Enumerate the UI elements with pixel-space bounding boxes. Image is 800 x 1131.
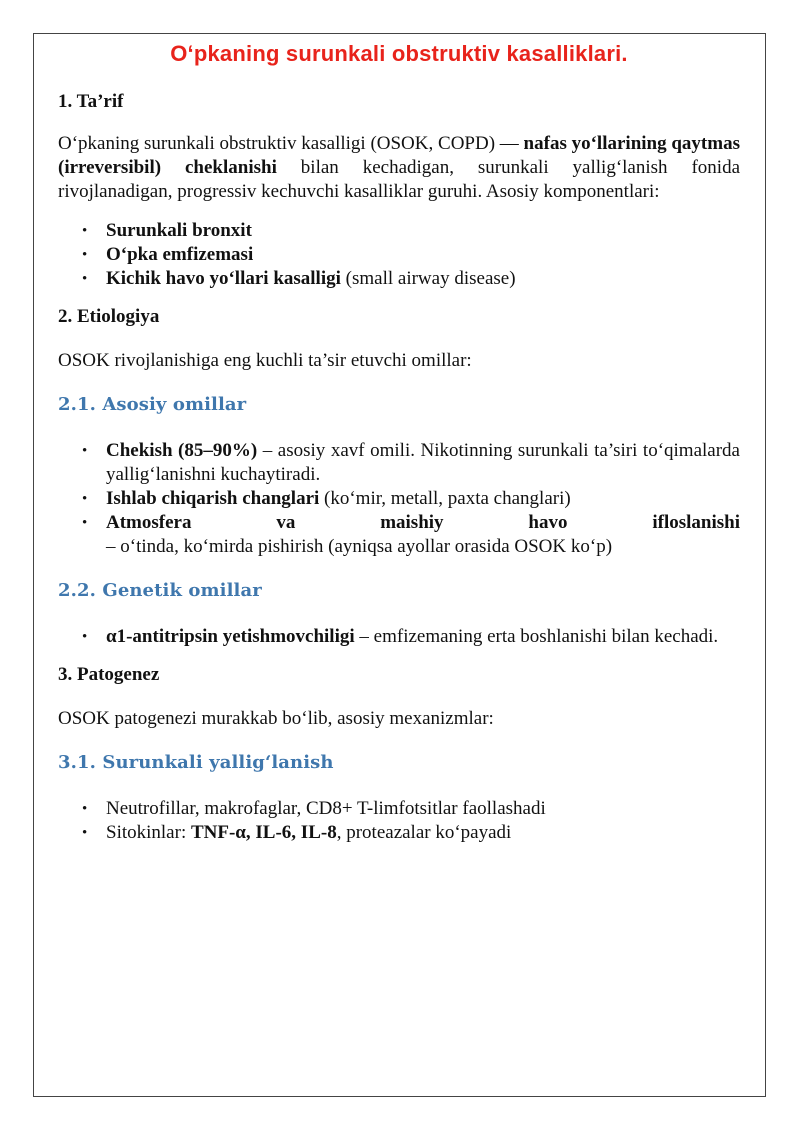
list-item-text: (small airway disease)	[340, 268, 516, 289]
subsection-2-1-heading: 2.1. Asosiy omillar	[58, 394, 247, 415]
list-item-text: (ko‘mir, metall, paxta changlari)	[319, 488, 571, 509]
list-item-bold: Surunkali bronxit	[106, 220, 252, 241]
section-2-heading: 2. Etiologiya	[58, 306, 160, 327]
section-3-intro: OSOK patogenezi murakkab bo‘lib, asosiy mexanizmlar:	[58, 708, 494, 729]
bullet-icon: •	[82, 223, 88, 239]
bullet-icon: •	[82, 801, 88, 817]
list-item-bold: Chekish (85–90%)	[106, 440, 258, 461]
list-item	[58, 243, 740, 267]
list-item-text: – o‘tinda, ko‘mirda pishirish (ayniqsa ayollar orasida OSOK ko‘p)	[106, 536, 613, 557]
list-item-text: , proteazalar ko‘payadi	[336, 822, 512, 843]
bullet-icon: •	[82, 271, 88, 287]
list-item-text: Sitokinlar:	[106, 822, 191, 843]
list-item	[58, 797, 740, 821]
definition-text-start: O‘pkaning surunkali obstruktiv kasalligi (OSOK, COPD) —	[58, 133, 524, 154]
definition-text-end: bilan kechadigan, surunkali yallig‘lanish fonida rivojlanadigan, progressiv kechuvchi kasalliklar guruhi. Asosiy komponentlari:	[58, 157, 741, 202]
section-1-heading: 1. Ta’rif	[58, 91, 124, 112]
list-item	[58, 267, 740, 291]
list-item-text: Neutrofillar, makrofaglar, CD8+ T-limfotsitlar faollashadi	[106, 798, 546, 819]
list-item	[58, 625, 740, 649]
subsection-2-2-heading: 2.2. Genetik omillar	[58, 580, 262, 601]
bullet-icon: •	[82, 515, 88, 531]
bullet-icon: •	[82, 629, 88, 645]
document-title: O‘pkaning surunkali obstruktiv kasalliklari.	[170, 41, 628, 66]
inflammation-list	[58, 797, 740, 845]
list-item	[58, 487, 740, 511]
list-item-bold: Ishlab chiqarish changlari	[106, 488, 320, 509]
subsection-3-1-heading: 3.1. Surunkali yallig‘lanish	[58, 752, 334, 773]
document-page	[33, 33, 766, 1097]
list-item	[58, 219, 740, 243]
bullet-icon: •	[82, 247, 88, 263]
list-item-bold: Atmosfera va maishiy havo ifloslanishi	[106, 512, 740, 533]
list-item	[58, 439, 740, 487]
list-item	[58, 511, 740, 559]
bullet-icon: •	[82, 825, 88, 841]
list-item	[58, 821, 740, 845]
list-item-text: – emfizemaning erta boshlanishi bilan kechadi.	[354, 626, 719, 647]
section-2-intro: OSOK rivojlanishiga eng kuchli ta’sir etuvchi omillar:	[58, 350, 472, 371]
bullet-icon: •	[82, 491, 88, 507]
components-list	[58, 219, 740, 291]
main-factors-list	[58, 439, 740, 559]
section-1-definition	[58, 132, 740, 204]
definition-text-bold: nafas yo‘llarining qaytmas (irreversibil) cheklanishi	[58, 133, 740, 178]
genetic-factors-list	[58, 625, 740, 649]
list-item-bold: α1-antitripsin yetishmovchiligi	[106, 626, 355, 647]
list-item-bold: TNF-α, IL-6, IL-8	[190, 822, 337, 843]
section-3-heading: 3. Patogenez	[58, 664, 160, 685]
list-item-bold: O‘pka emfizemasi	[106, 244, 254, 265]
bullet-icon: •	[82, 443, 88, 459]
list-item-text: – asosiy xavf omili. Nikotinning surunkali ta’siri to‘qimalarda yallig‘lanishni kuchaytiradi.	[106, 440, 740, 485]
list-item-first-line	[106, 511, 740, 535]
list-item-bold: Kichik havo yo‘llari kasalligi	[106, 268, 341, 289]
